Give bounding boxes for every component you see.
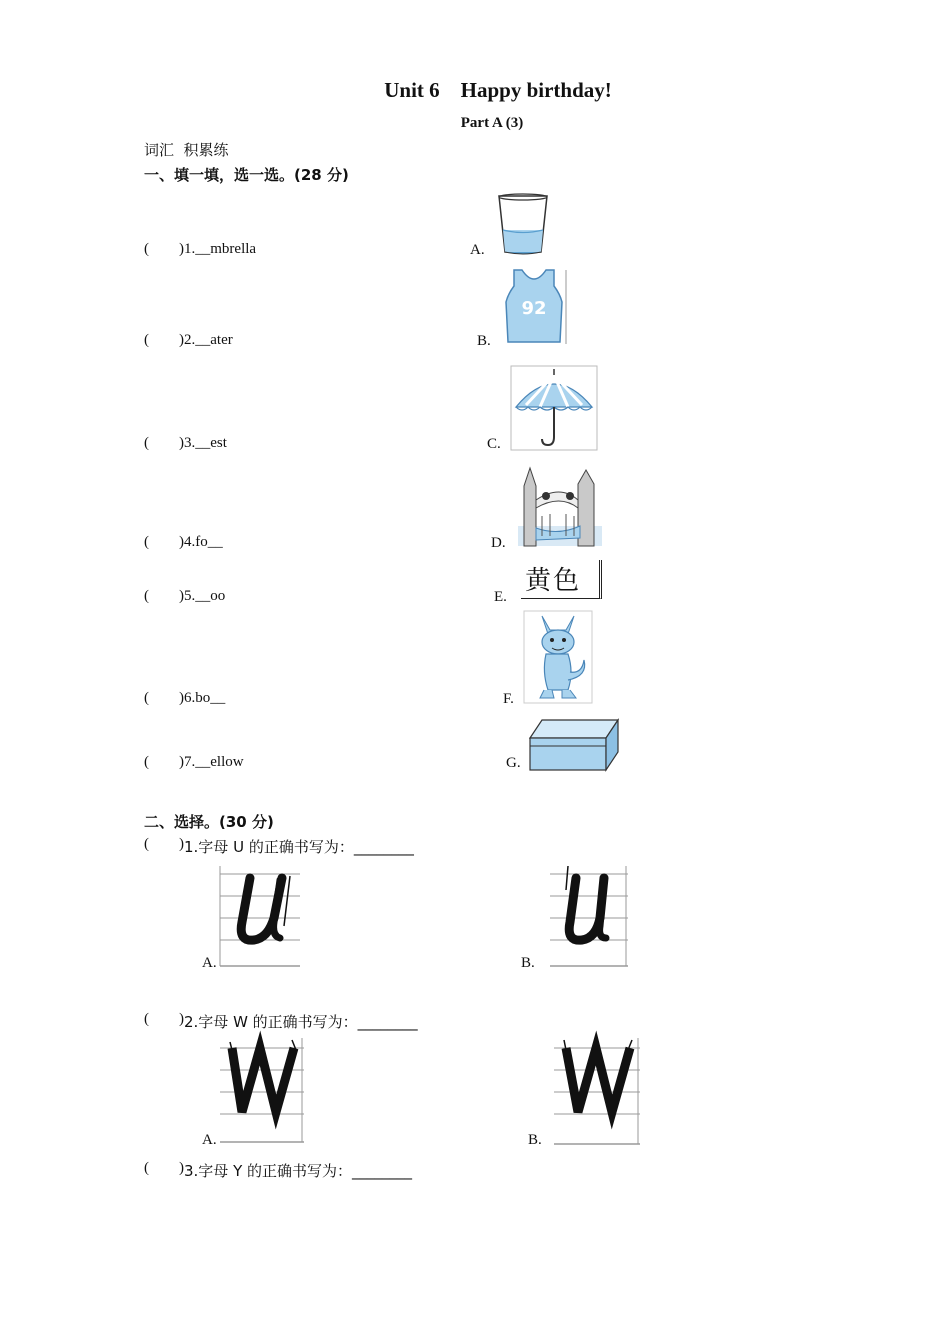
answer-paren-q7[interactable]: ( ) [144,754,184,770]
p2-q2-option-b-label: B. [528,1132,542,1148]
letter-u-writing-option-b[interactable] [546,866,632,970]
option-a-label: A. [470,242,485,258]
answer-paren-p2-q1[interactable]: ( ) [144,836,184,852]
letter-u-writing-option-a[interactable] [216,866,302,970]
question-6-text: 6.bo__ [184,690,226,706]
part1-heading: 一、填一填，选一选。(28 分) [144,166,349,184]
p2-q2-option-a-label: A. [202,1132,217,1148]
box-icon [528,718,620,772]
question-4-text: 4.fo__ [184,534,223,550]
answer-paren-p2-q3[interactable]: ( ) [144,1160,184,1176]
question-1-text: 1.__mbrella [184,241,257,257]
answer-paren-q1[interactable]: ( ) [144,241,184,257]
p2-question-3-text: 3.字母 Y 的正确书写为：________ [184,1162,413,1180]
answer-paren-q6[interactable]: ( ) [144,690,184,706]
page-title: Unit 6 Happy birthday! [384,78,612,102]
option-c-label: C. [487,436,501,452]
letter-w-writing-option-b[interactable] [552,1038,642,1146]
answer-paren-q3[interactable]: ( ) [144,435,184,451]
yellow-word-text: 黄色 [525,566,582,596]
answer-paren-q4[interactable]: ( ) [144,534,184,550]
vest-number: 92 [521,298,547,319]
question-7-text: 7.__ellow [184,754,244,770]
page-subtitle: Part A (3) [460,115,524,131]
vest-icon [502,268,568,346]
answer-paren-q2[interactable]: ( ) [144,332,184,348]
umbrella-icon [510,365,598,451]
letter-w-writing-option-a[interactable] [218,1038,306,1146]
p2-question-1-text: 1.字母 U 的正确书写为：________ [184,838,414,856]
option-g-label: G. [506,755,521,771]
yellow-word-card [521,560,602,599]
water-glass-icon [496,192,550,256]
p2-q1-option-a-label: A. [202,955,217,971]
option-f-label: F. [503,691,514,707]
fox-icon [522,610,594,704]
answer-paren-q5[interactable]: ( ) [144,588,184,604]
answer-paren-p2-q2[interactable]: ( ) [144,1011,184,1027]
p2-q1-option-b-label: B. [521,955,535,971]
p2-question-2-text: 2.字母 W 的正确书写为：________ [184,1013,418,1031]
zoo-gate-icon [518,466,602,548]
option-b-label: B. [477,333,491,349]
option-d-label: D. [491,535,506,551]
question-5-text: 5.__oo [184,588,226,604]
question-3-text: 3.__est [184,435,227,451]
option-e-label: E. [494,589,507,605]
part2-heading: 二、选择。(30 分) [144,813,274,831]
section-label: 词汇 积累练 [144,141,229,159]
question-2-text: 2.__ater [184,332,233,348]
